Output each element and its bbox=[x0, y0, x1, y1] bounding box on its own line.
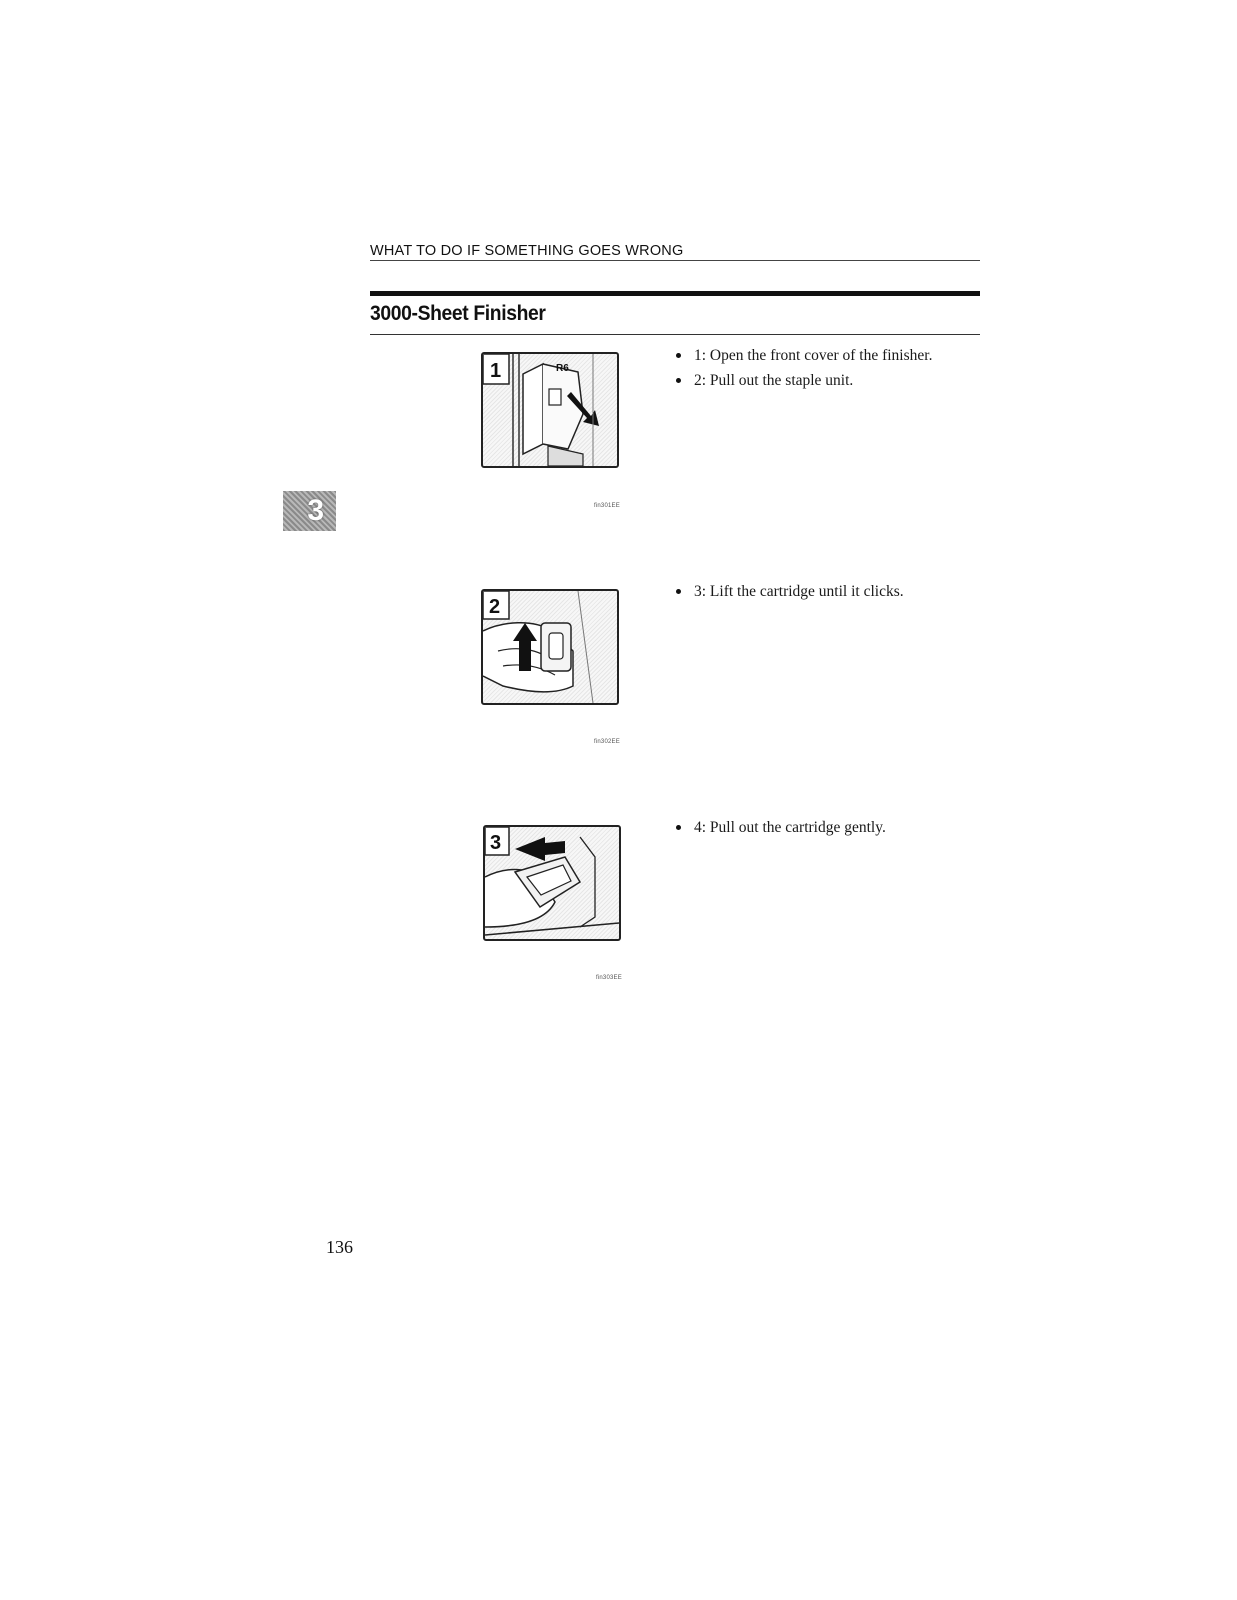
section-title: 3000-Sheet Finisher bbox=[370, 302, 546, 325]
figure-3-code: fin303EE bbox=[596, 975, 622, 981]
lift-cartridge-illustration bbox=[483, 591, 617, 703]
figure-1-label: R6 bbox=[556, 363, 569, 374]
figure-step-1 bbox=[481, 352, 619, 468]
finisher-cover-illustration bbox=[483, 354, 617, 466]
pull-cartridge-illustration bbox=[485, 827, 619, 939]
step-item: 2: Pull out the staple unit. bbox=[676, 368, 932, 393]
step-item: 1: Open the front cover of the finisher. bbox=[676, 343, 932, 368]
steps-group-2 bbox=[676, 579, 904, 604]
running-head-rule bbox=[370, 260, 980, 261]
step-item: 3: Lift the cartridge until it clicks. bbox=[676, 579, 904, 604]
running-head: WHAT TO DO IF SOMETHING GOES WRONG bbox=[370, 243, 684, 259]
figure-1-code: fin301EE bbox=[594, 503, 620, 509]
figure-step-2 bbox=[481, 589, 619, 705]
figure-2-step-number: 2 bbox=[489, 596, 501, 618]
section-bottom-rule bbox=[370, 334, 980, 335]
chapter-tab bbox=[283, 491, 336, 531]
figure-3-step-number: 3 bbox=[490, 832, 502, 854]
chapter-tab-number: 3 bbox=[307, 494, 324, 527]
steps-group-3 bbox=[676, 815, 886, 840]
figure-1-step-number: 1 bbox=[490, 360, 502, 382]
step-item: 4: Pull out the cartridge gently. bbox=[676, 815, 886, 840]
figure-step-3 bbox=[483, 825, 621, 941]
steps-group-1 bbox=[676, 343, 932, 393]
page-number: 136 bbox=[326, 1237, 353, 1257]
figure-2-code: fin302EE bbox=[594, 739, 620, 745]
section-top-rule bbox=[370, 291, 980, 296]
